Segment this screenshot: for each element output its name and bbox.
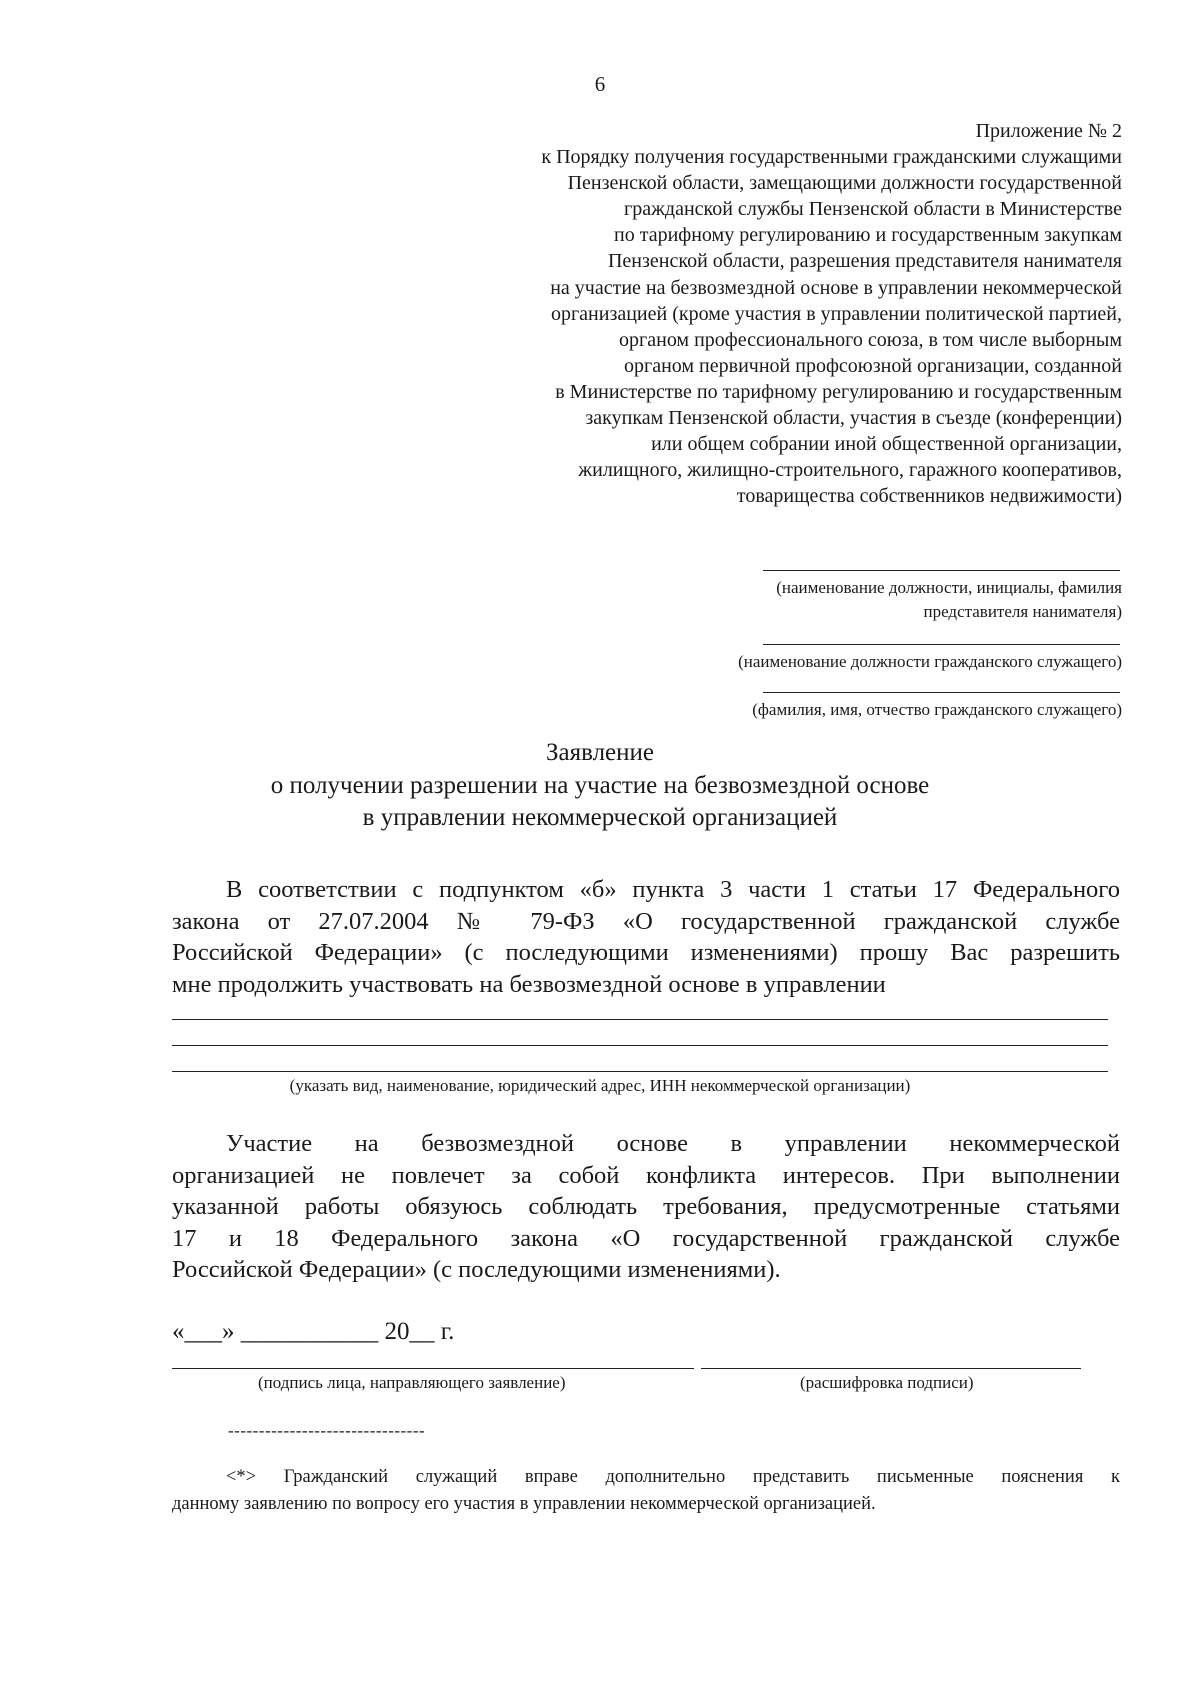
paragraph-line: организацией не повлечет за собой конфликта интересов. При выполнении <box>172 1161 1120 1189</box>
employer-caption-2: представителя нанимателя) <box>923 602 1122 621</box>
statement-paragraph <box>172 1128 1120 1286</box>
request-paragraph <box>172 874 1120 1000</box>
paragraph-line: В соответствии с подпунктом «б» пункта 3 части 1 статьи 17 Федерального <box>226 876 1120 903</box>
signature-decode-caption: (расшифровка подписи) <box>800 1373 974 1392</box>
position-field-line[interactable] <box>763 644 1120 645</box>
appendix-line: организацией (кроме участия в управлении политической партией, <box>550 302 1122 325</box>
paragraph-line: указанной работы обязуюсь соблюдать требования, предусмотренные статьями <box>172 1193 1120 1220</box>
footnote <box>172 1464 1120 1518</box>
date-field[interactable]: «___» ___________ 20__ г. <box>172 1318 455 1345</box>
appendix-line: жилищного, жилищно-строительного, гаражного кооперативов, <box>578 459 1122 482</box>
appendix-header <box>422 118 1122 509</box>
paragraph-line: мне продолжить участвовать на безвозмездной основе в управлении <box>172 970 886 998</box>
footnote-line: данному заявлению по вопросу его участия в управлении некоммерческой организацией. <box>172 1494 876 1514</box>
appendix-line: на участие на безвозмездной основе в управлении некоммерческой <box>550 276 1122 299</box>
appendix-line: Приложение № 2 <box>975 120 1122 142</box>
org-caption: (указать вид, наименование, юридический адрес, ИНН некоммерческой организации) <box>289 1076 911 1095</box>
signature-field-line[interactable] <box>172 1368 694 1369</box>
page-number: 6 <box>594 72 606 96</box>
document-title <box>0 737 1200 835</box>
appendix-line: или общем собрании иной общественной организации, <box>651 433 1122 456</box>
name-caption: (фамилия, имя, отчество гражданского служащего) <box>752 700 1122 719</box>
appendix-line: к Порядку получения государственными гражданскими служащими <box>541 146 1122 169</box>
paragraph-line: закона от 27.07.2004 № 79-ФЗ «О государственной гражданской службе <box>172 907 1120 935</box>
appendix-line: в Министерстве по тарифному регулированию и государственным <box>555 380 1122 403</box>
org-field-line-1[interactable] <box>172 1019 1108 1020</box>
appendix-line: органом профессионального союза, в том числе выборным <box>619 328 1122 351</box>
org-field-line-2[interactable] <box>172 1045 1108 1046</box>
paragraph-line: Участие на безвозмездной основе в управлении некоммерческой <box>226 1130 1120 1157</box>
appendix-line: гражданской службы Пензенской области в Министерстве <box>624 198 1122 221</box>
position-caption: (наименование должности гражданского служащего) <box>738 652 1122 671</box>
paragraph-line: 17 и 18 Федерального закона «О государственной гражданской службе <box>172 1224 1120 1252</box>
appendix-line: товарищества собственников недвижимости) <box>736 485 1122 508</box>
footnote-line: <*> Гражданский служащий вправе дополнительно представить письменные пояснения к <box>226 1467 1120 1487</box>
paragraph-line: Российской Федерации» (с последующими изменениями) прошу Вас разрешить <box>172 939 1120 966</box>
appendix-line: Пензенской области, разрешения представителя нанимателя <box>607 250 1122 273</box>
appendix-line: Пензенской области, замещающими должности государственной <box>567 172 1122 195</box>
appendix-line: органом первичной профсоюзной организации, созданной <box>624 354 1122 377</box>
appendix-line: закупкам Пензенской области, участия в съезде (конференции) <box>585 407 1122 430</box>
employer-field-line[interactable] <box>763 570 1120 571</box>
footnote-separator: -------------------------------- <box>228 1421 426 1440</box>
employer-caption: (наименование должности, инициалы, фамилия <box>776 578 1122 597</box>
appendix-line: по тарифному регулированию и государственным закупкам <box>614 224 1122 247</box>
org-field-line-3[interactable] <box>172 1071 1108 1072</box>
paragraph-line: Российской Федерации» (с последующими изменениями). <box>172 1256 781 1283</box>
signature-decode-field-line[interactable] <box>701 1368 1081 1369</box>
signature-caption: (подпись лица, направляющего заявление) <box>258 1373 566 1392</box>
name-field-line[interactable] <box>763 692 1120 693</box>
title-line: о получении разрешении на участие на безвозмездной основе <box>270 771 930 799</box>
title-line: в управлении некоммерческой организацией <box>362 804 838 831</box>
title-line: Заявление <box>545 739 655 766</box>
